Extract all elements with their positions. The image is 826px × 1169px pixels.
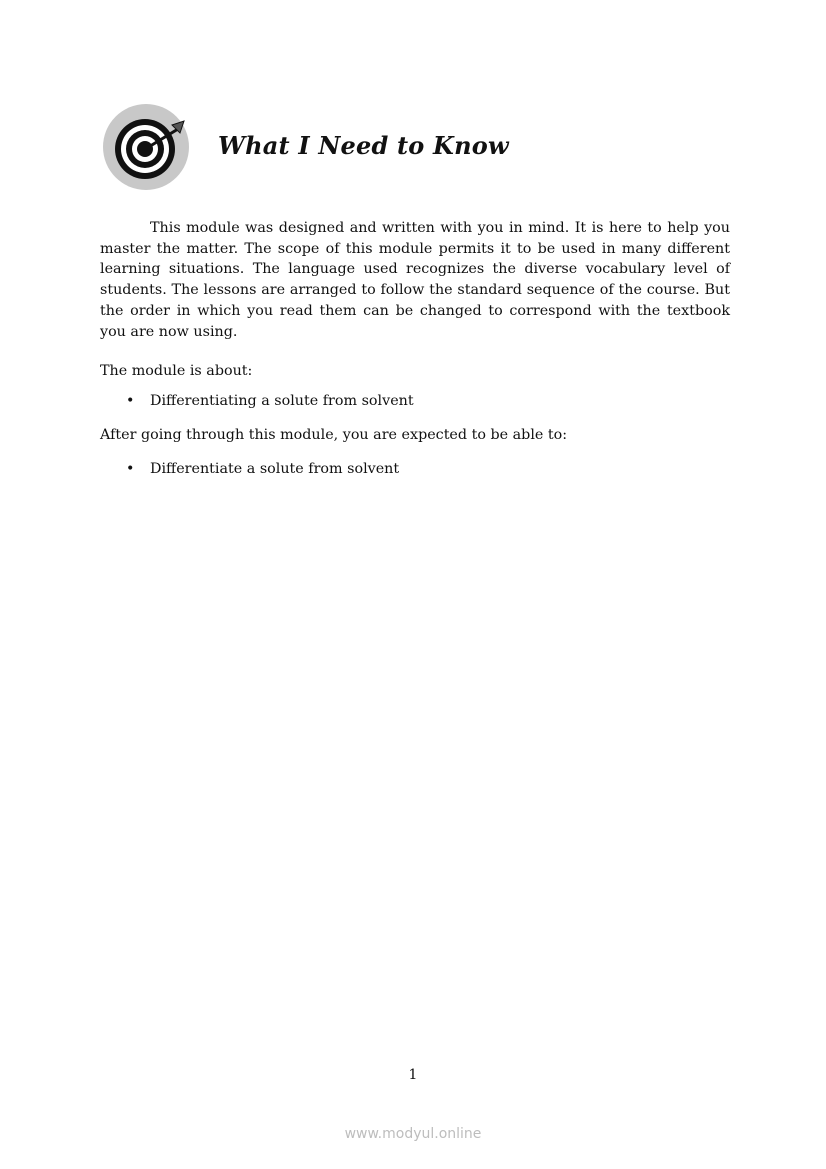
intro-paragraph: This module was designed and written with you in mind. It is here to help you master the matter. The scope of this module permits it to be used in many different learning situations. The language used recognizes the diverse vocabulary level of students. The lessons are arranged to follow the standard sequence of the course. But the order in which you read them can be changed to correspond with the textbook you are now using. bbox=[100, 220, 730, 340]
objectives-list bbox=[100, 459, 730, 480]
page-title: What I Need to Know bbox=[218, 131, 509, 160]
about-label: The module is about: bbox=[100, 363, 253, 380]
list-item: • Differentiate a solute from solvent bbox=[100, 459, 730, 480]
target-icon bbox=[102, 103, 190, 191]
about-list bbox=[100, 391, 730, 412]
page-number: 1 bbox=[408, 1067, 418, 1083]
watermark: www.modyul.online bbox=[344, 1126, 482, 1142]
objectives-label: After going through this module, you are expected to be able to: bbox=[100, 426, 568, 443]
list-item: • Differentiating a solute from solvent bbox=[100, 391, 730, 412]
module-body bbox=[100, 218, 730, 480]
